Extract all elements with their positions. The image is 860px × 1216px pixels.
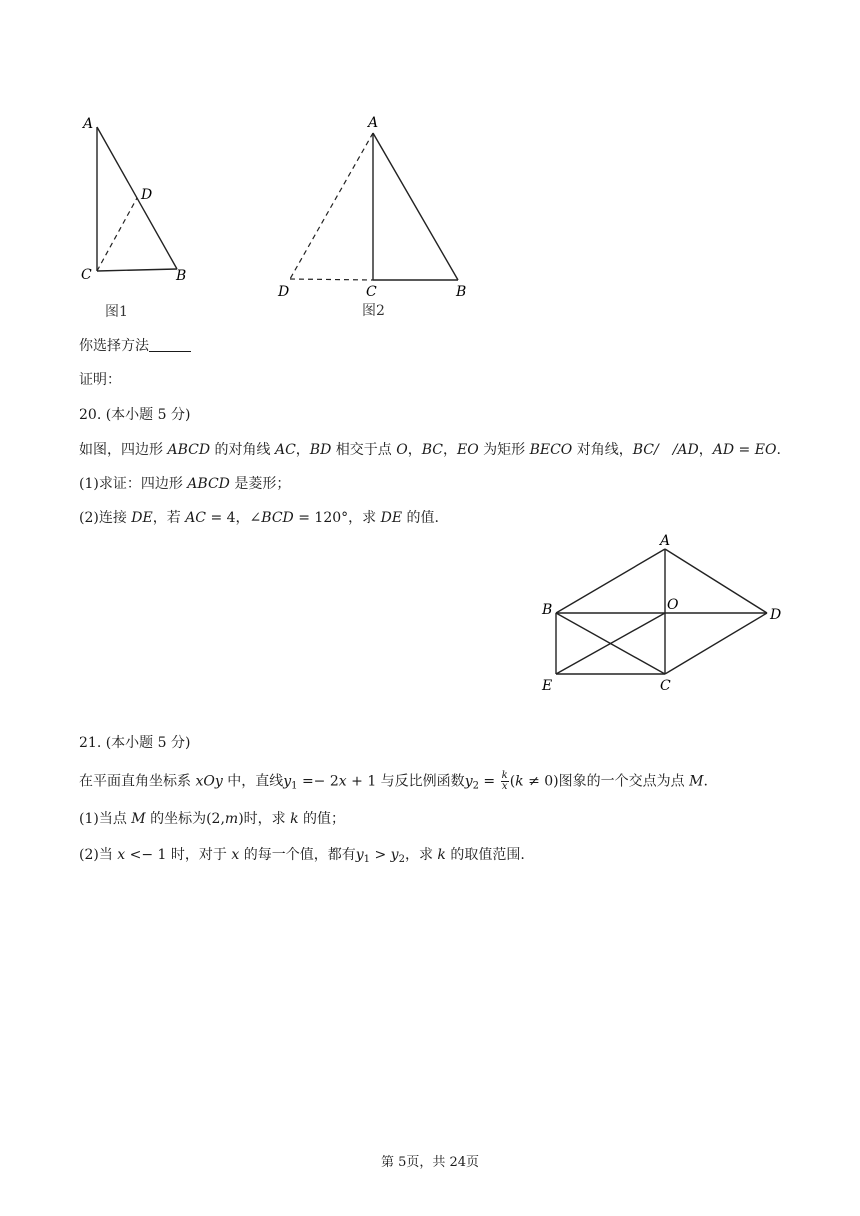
q21-var: y: [355, 847, 364, 863]
q21-stem-text: (: [509, 773, 516, 790]
q21-stem: [79, 771, 708, 797]
q20-var: O: [396, 442, 408, 458]
method-choice-line: [79, 336, 191, 356]
q21-subscript: 2: [472, 780, 479, 792]
q20-stem: [79, 440, 781, 460]
fig3-label-o: O: [667, 597, 679, 613]
q20-part2-text: 的值.: [402, 510, 439, 526]
fig3-label-a: A: [660, 533, 671, 549]
q20-var: DE: [131, 510, 153, 526]
q20-var: ABCD: [187, 476, 230, 492]
q20-stem-text: 相交于点: [331, 442, 397, 458]
q20-var: EO: [456, 442, 479, 458]
q21-fraction-numerator: k: [501, 770, 508, 781]
q21-part2-text: <− 1 时，对于: [125, 847, 232, 863]
q21-var: y: [390, 847, 399, 863]
fig2-label-c: C: [366, 284, 377, 300]
q20-part2-text: = 4，∠: [206, 510, 262, 526]
q20-part2-text: ，若: [152, 510, 186, 526]
q20-part1-text: 是菱形；: [229, 476, 291, 492]
fig3-label-d: D: [770, 607, 782, 623]
q20-var: BD: [309, 442, 332, 458]
q21-var: xOy: [195, 773, 223, 790]
q21-part2: [79, 845, 525, 870]
q20-var: DE: [380, 510, 403, 526]
fig1-label-a: A: [83, 116, 94, 132]
q20-stem-text: ，: [295, 442, 310, 458]
q21-var: M: [131, 811, 146, 827]
q21-part2-text: 的取值范围.: [445, 847, 525, 863]
q20-header: 20. (本小题 5 分): [79, 407, 191, 423]
q20-stem-text: ，: [407, 442, 422, 458]
q20-var: ABCD: [167, 442, 211, 458]
fig1-label-b: B: [176, 268, 187, 284]
q21-part2-text: (2)当: [79, 847, 118, 863]
method-prompt: 你选择方法: [79, 338, 149, 354]
q21-stem-text: 在平面直角坐标系: [79, 773, 196, 790]
q20-stem-text: ，: [442, 442, 457, 458]
q21-fraction-denominator: x: [501, 781, 508, 792]
q20-var: BC/ /AD: [632, 442, 699, 458]
q21-var: k: [290, 811, 299, 827]
q21-stem-text: =: [478, 773, 500, 790]
q21-var: m: [224, 811, 239, 827]
q21-part1: [79, 809, 345, 829]
fig3-label-e: E: [542, 678, 553, 694]
q21-part2-text: >: [370, 847, 391, 863]
q20-stem-text: ，: [698, 442, 713, 458]
fig2-label-a: A: [368, 115, 379, 131]
q21-fraction: [501, 771, 509, 792]
q20-part1-text: (1)求证：四边形: [79, 476, 188, 492]
q21-var: x: [117, 847, 126, 863]
q21-stem-text: .: [703, 773, 708, 790]
fig1-caption: 图1: [105, 304, 128, 320]
method-answer-blank[interactable]: [149, 337, 191, 352]
q21-var: y: [464, 773, 473, 790]
fig3-label-b: B: [542, 602, 553, 618]
fig2-label-b: B: [456, 284, 467, 300]
q21-var: M: [689, 773, 704, 790]
q20-var: BECO: [529, 442, 573, 458]
q21-part1-text: )时，求: [238, 811, 291, 827]
q20-part2-text: (2)连接: [79, 510, 132, 526]
fig1-label-c: C: [81, 267, 92, 283]
q20-var: AC: [274, 442, 296, 458]
fig2-caption: 图2: [362, 303, 385, 319]
q20-part2-text: = 120°，求: [293, 510, 381, 526]
q21-part2-text: ，求: [404, 847, 438, 863]
q20-part1: [79, 474, 290, 494]
q21-var: x: [338, 773, 347, 790]
q21-stem-text: =− 2: [297, 773, 339, 790]
figure-1: [70, 110, 210, 325]
page-footer: 第 5页，共 24页: [380, 1155, 480, 1170]
fig2-label-d: D: [278, 284, 290, 300]
q21-subscript: 1: [291, 780, 298, 792]
q20-stem-text: 如图，四边形: [79, 442, 168, 458]
q20-stem-text: 的对角线: [210, 442, 275, 458]
q21-header: 21. (本小题 5 分): [79, 735, 191, 751]
q20-stem-text: .: [776, 442, 781, 458]
q20-stem-text: 为矩形: [478, 442, 530, 458]
q20-var: BC: [421, 442, 443, 458]
q20-part2: [79, 508, 439, 528]
q20-var: AD = EO: [712, 442, 777, 458]
q21-part2-text: 的每一个值，都有: [239, 847, 356, 863]
q21-part1-text: 的值；: [298, 811, 346, 827]
q21-subscript: 2: [398, 854, 405, 865]
fig1-label-d: D: [141, 187, 153, 203]
proof-label: 证明：: [79, 372, 121, 388]
figure-2: [270, 110, 480, 325]
q21-var: k: [437, 847, 446, 863]
q21-part1-text: (1)当点: [79, 811, 132, 827]
q21-var: k: [515, 773, 524, 790]
q21-stem-text: ≠ 0)图象的一个交点为点: [523, 773, 690, 790]
q21-stem-text: + 1 与反比例函数: [346, 773, 465, 790]
q20-stem-text: 对角线，: [572, 442, 633, 458]
fig3-label-c: C: [660, 678, 671, 694]
q21-part1-text: 的坐标为(2,: [145, 811, 225, 827]
q21-var: x: [231, 847, 240, 863]
q21-stem-text: 中，直线: [222, 773, 284, 790]
figure-3: [530, 530, 790, 700]
q21-var: y: [283, 773, 292, 790]
q21-subscript: 1: [363, 854, 371, 865]
q20-var: AC: [185, 510, 207, 526]
q20-var: BCD: [261, 510, 294, 526]
